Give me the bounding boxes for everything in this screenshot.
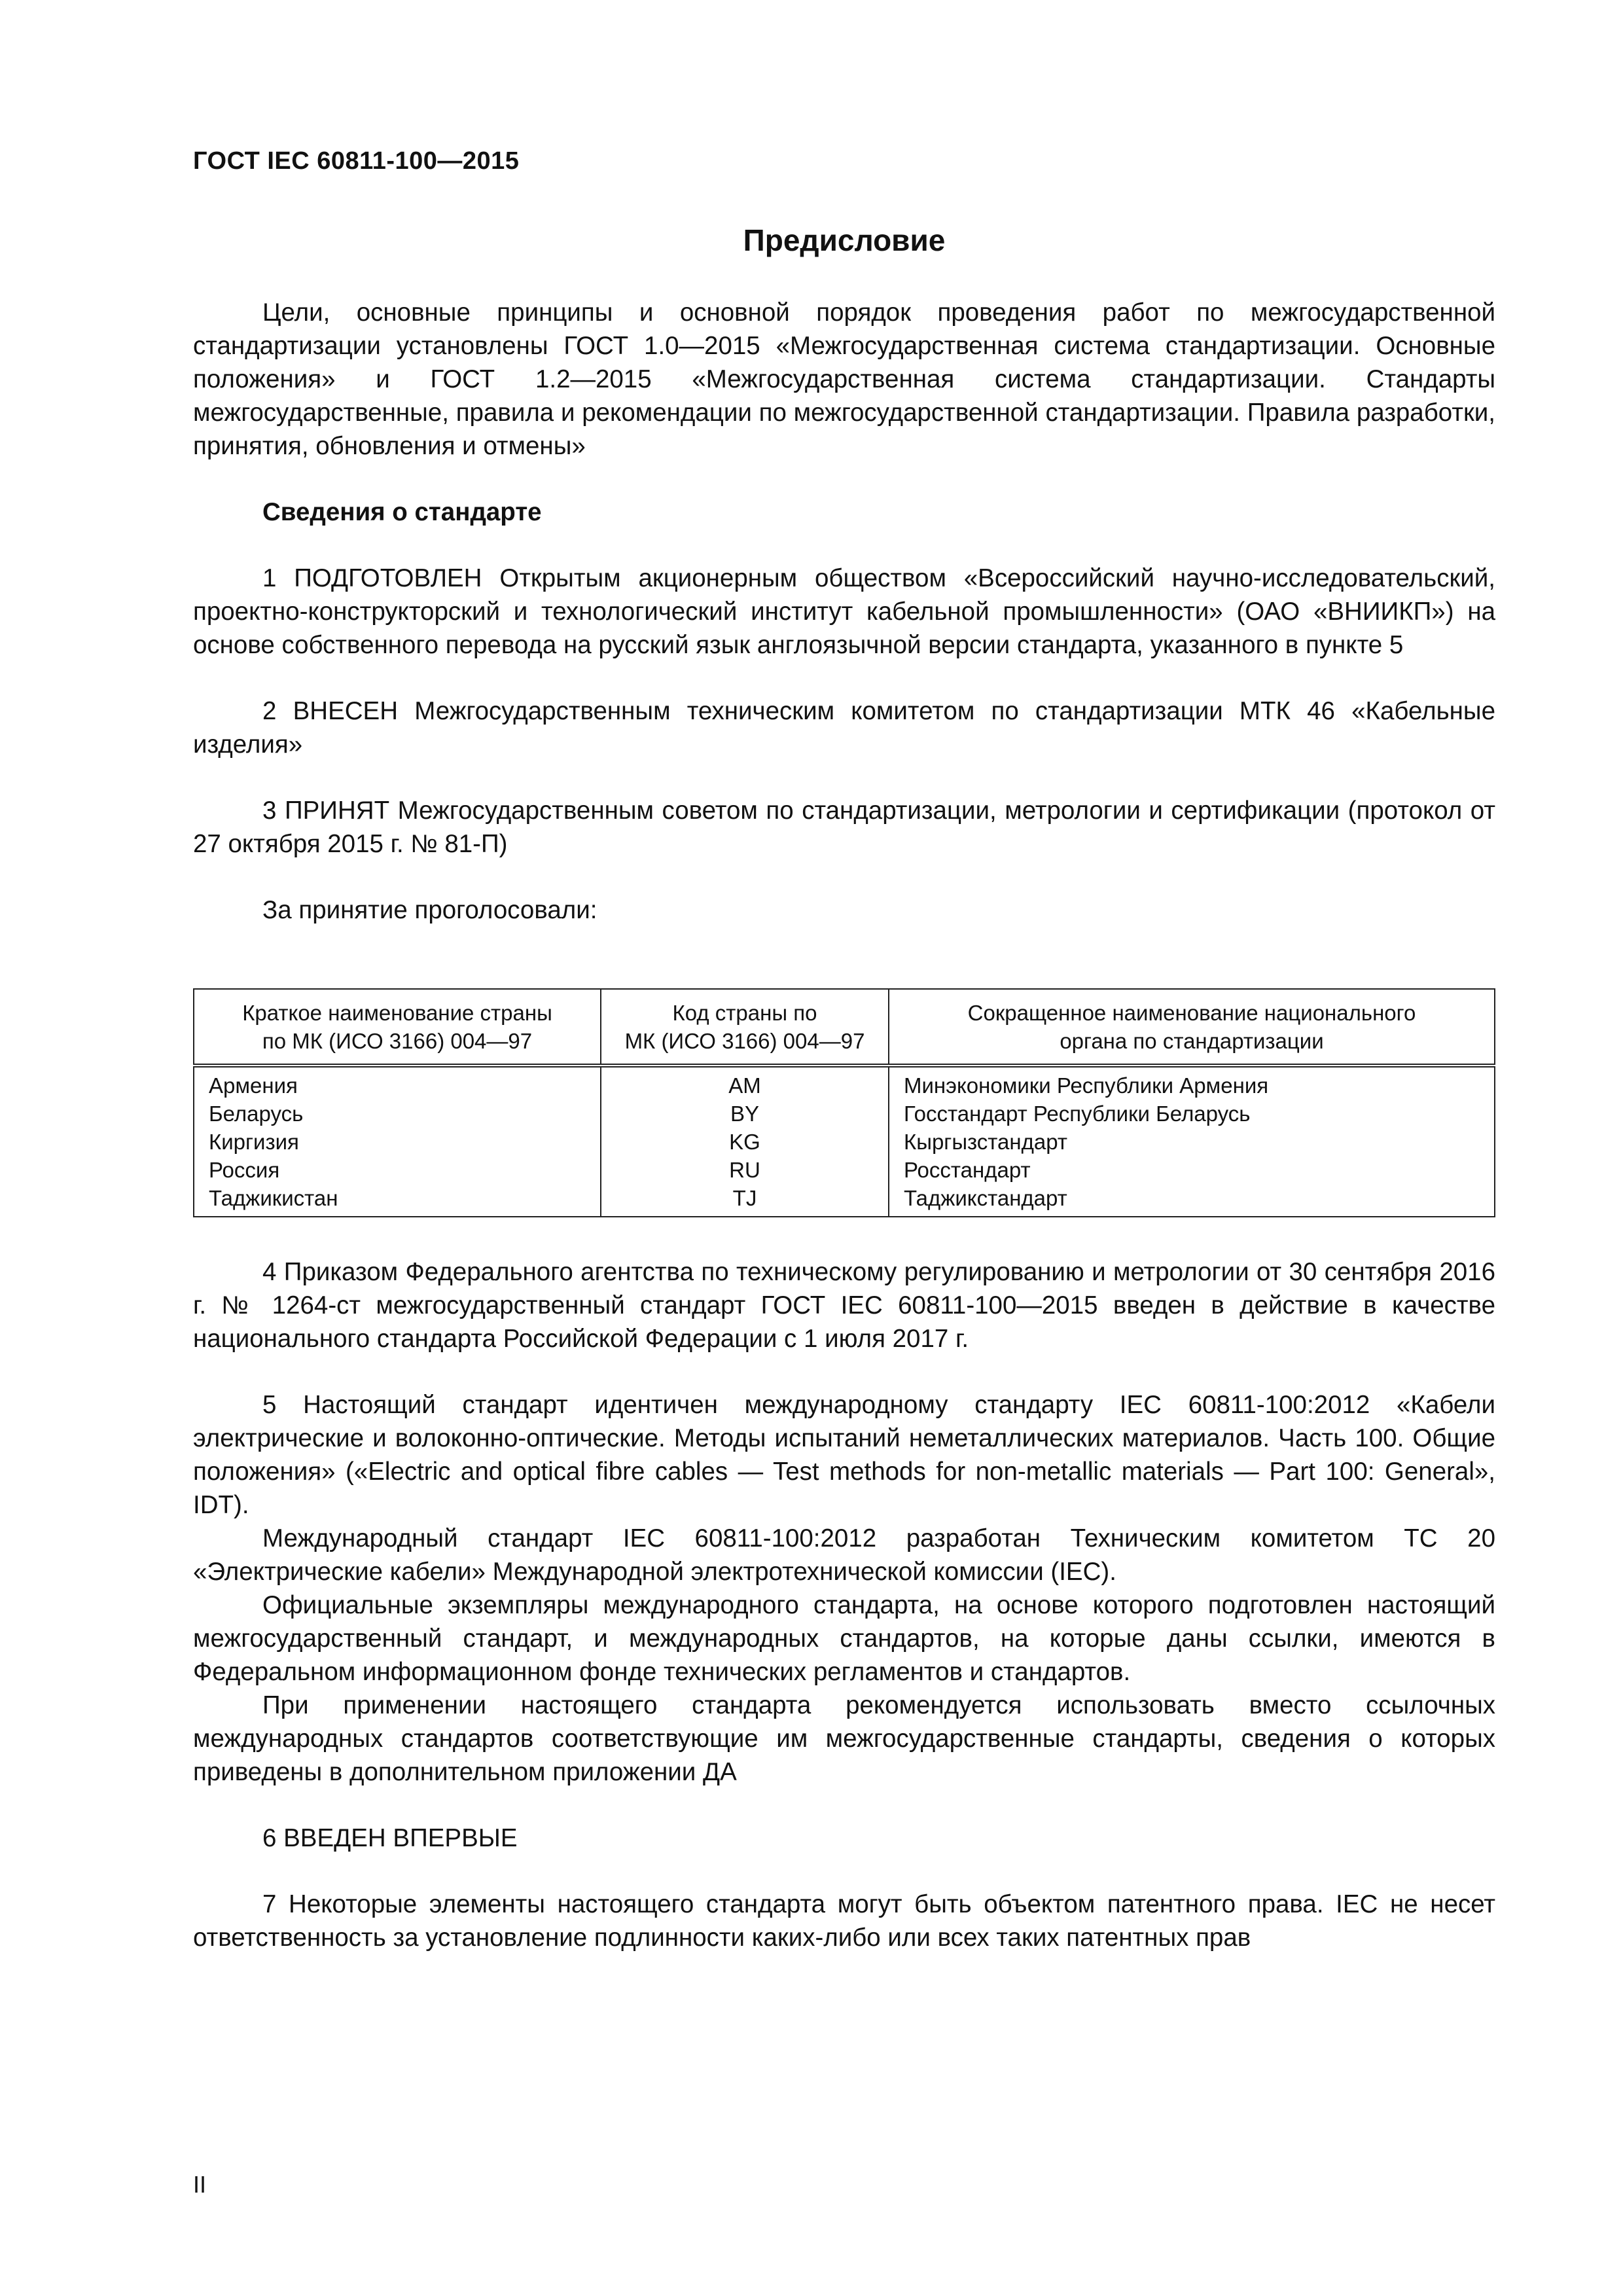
code-column xyxy=(601,1066,889,1217)
document-code: ГОСТ IEC 60811-100—2015 xyxy=(193,147,520,175)
item-3-paragraph: 3 ПРИНЯТ Межгосударственным советом по стандартизации, метрологии и сертификации (протокол от 27 октября 2015 г. № 81-П) xyxy=(193,797,1495,858)
item-4-paragraph: 4 Приказом Федерального агентства по техническому регулированию и метрологии от 30 сентября 2016 г. № 1264-ст межгосударственный стандарт ГОСТ IEC 60811-100—2015 введен в действие в качестве национального стандарта Российской Федерации с 1 июля 2017 г. xyxy=(193,1258,1495,1353)
foreword-body-top xyxy=(193,296,1495,927)
body-cell: Госстандарт Республики Беларусь xyxy=(904,1102,1251,1126)
item-5-developer-paragraph: Международный стандарт IEC 60811-100:2012 разработан Техническим комитетом TC 20 «Электрические кабели» Международной электротехнической комиссии (IEC). xyxy=(193,1524,1495,1586)
body-cell: Росстандарт xyxy=(904,1158,1031,1182)
country-cell: Россия xyxy=(209,1158,280,1182)
country-column xyxy=(194,1066,601,1217)
body-column xyxy=(889,1066,1495,1217)
item-5-paragraph: 5 Настоящий стандарт идентичен международному стандарту IEC 60811-100:2012 «Кабели электрические и волоконно-оптические. Методы испытаний неметаллических материалов. Часть 100. Общие положения» («Electric and optical fibre cables — Test methods for non-metallic materials — Part 100: General», IDT). xyxy=(193,1391,1495,1519)
foreword-body-bottom xyxy=(193,1255,1495,1954)
item-7-paragraph: 7 Некоторые элементы настоящего стандарта могут быть объектом патентного права. IEC не несет ответственность за установление подлинности каких-либо или всех таких патентных прав xyxy=(193,1890,1495,1952)
item-1-paragraph: 1 ПОДГОТОВЛЕН Открытым акционерным обществом «Всероссийский научно-исследовательский, проектно-конструкторский и технологический институт кабельной промышленности» (ОАО «ВНИИКП») на основе собственного перевода на русский язык англоязычной версии стандарта, указанного в пункте 5 xyxy=(193,564,1495,659)
intro-paragraph: Цели, основные принципы и основной порядок проведения работ по межгосударственной стандартизации установлены ГОСТ 1.0—2015 «Межгосударственная система стандартизации. Основные положения» и ГОСТ 1.2—2015 «Межгосударственная система стандартизации. Стандарты межгосударственные, правила и рекомендации по межгосударственной стандартизации. Правила разработки, принятия, обновления и отмены» xyxy=(193,298,1495,460)
body-cell: Таджикстандарт xyxy=(904,1186,1067,1210)
body-cell: Минэкономики Республики Армения xyxy=(904,1073,1269,1098)
country-cell: Таджикистан xyxy=(209,1186,338,1210)
vote-intro: За принятие проголосовали: xyxy=(262,896,597,924)
code-cell: AM xyxy=(728,1073,761,1098)
item-5-copies-paragraph: Официальные экземпляры международного стандарта, на основе которого подготовлен настоящий межгосударственный стандарт, и международных стандартов, на которые даны ссылки, имеются в Федеральном информационном фонде технических регламентов и стандартов. xyxy=(193,1591,1495,1686)
code-cell: RU xyxy=(729,1158,760,1182)
table-header-code: Код страны по МК (ИСО 3166) 004—97 xyxy=(601,989,889,1066)
item-6-paragraph: 6 ВВЕДЕН ВПЕРВЫЕ xyxy=(262,1824,518,1852)
country-cell: Беларусь xyxy=(209,1102,304,1126)
page-number: II xyxy=(193,2171,207,2198)
item-2-paragraph: 2 ВНЕСЕН Межгосударственным техническим комитетом по стандартизации МТК 46 «Кабельные изделия» xyxy=(193,697,1495,759)
table-header-country: Краткое наименование страны по МК (ИСО 3166) 004—97 xyxy=(194,989,601,1066)
code-cell: TJ xyxy=(732,1186,757,1210)
table-header-body: Сокращенное наименование национального органа по стандартизации xyxy=(889,989,1495,1066)
item-5-usage-paragraph: При применении настоящего стандарта рекомендуется использовать вместо ссылочных международных стандартов соответствующие им межгосударственные стандарты, сведения о которых приведены в дополнительном приложении ДА xyxy=(193,1691,1495,1786)
country-cell: Армения xyxy=(209,1073,298,1098)
table-header-row xyxy=(194,989,1495,1066)
body-cell: Кыргызстандарт xyxy=(904,1130,1067,1154)
country-cell: Киргизия xyxy=(209,1130,299,1154)
code-cell: BY xyxy=(730,1102,760,1126)
table-row xyxy=(194,1066,1495,1217)
page-title: Предисловие xyxy=(743,223,946,257)
voting-table xyxy=(193,988,1495,1217)
code-cell: KG xyxy=(729,1130,760,1154)
section-heading: Сведения о стандарте xyxy=(262,498,542,526)
